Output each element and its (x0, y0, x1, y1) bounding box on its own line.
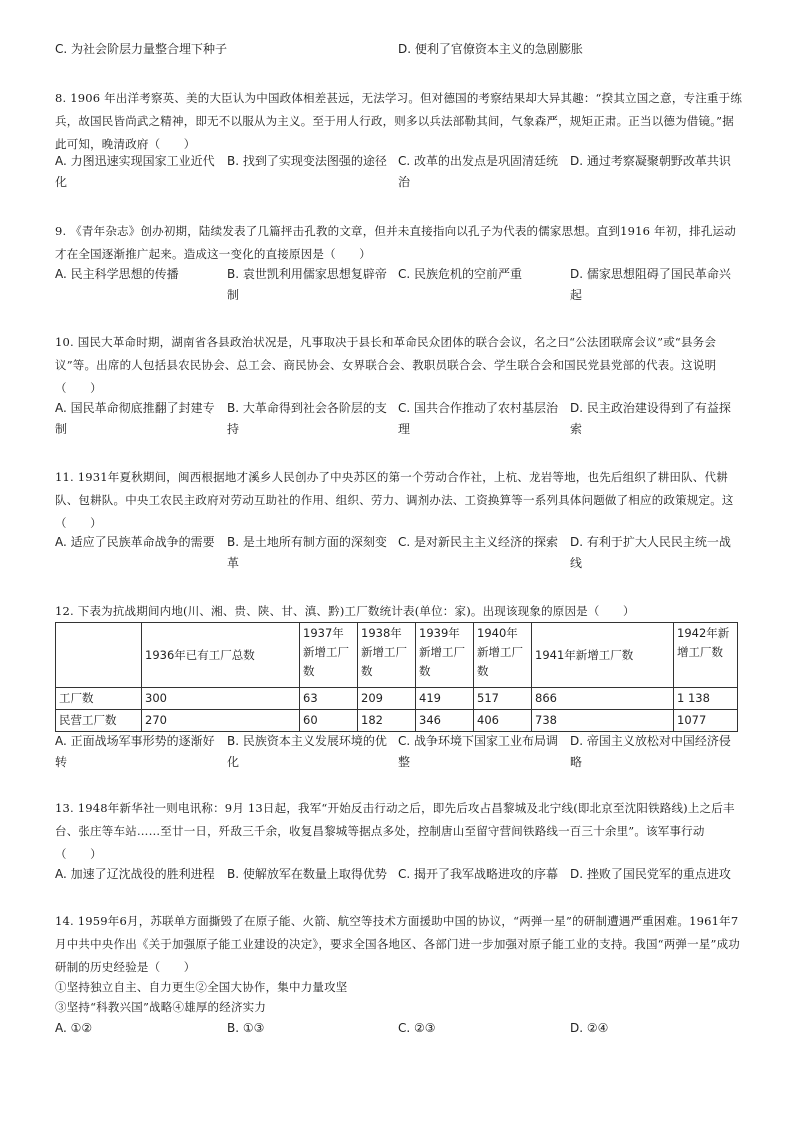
q14-stem: 14. 1959年6月，苏联单方面撕毁了在原子能、火箭、航空等技术方面援助中国的协议，“两弹一星”的研制遭遇严重困难。1961年7月中共中央作出《关于加强原子能工业建设的决定》，要求全国各地区、各部门进一步加强对原子能工业的支持。我国“两弹一星”成功研制的历史经验是（ ） (55, 914, 741, 974)
table-cell: 270 (142, 710, 300, 732)
q10-option-a[interactable]: A. 国民革命彻底推翻了封建专制 (55, 401, 215, 436)
q12-option-b[interactable]: B. 民族资本主义发展环境的优化 (227, 734, 387, 769)
q14-option-a[interactable]: A. ①② (55, 1021, 93, 1035)
table-cell: 1077 (674, 710, 738, 732)
q12-option-d[interactable]: D. 帝国主义放松对中国经济侵略 (570, 734, 731, 769)
table-cell: 738 (532, 710, 674, 732)
q14-option-d[interactable]: D. ②④ (570, 1021, 609, 1035)
factory-stats-table (55, 622, 738, 732)
q9-option-b[interactable]: B. 袁世凯利用儒家思想复辟帝制 (227, 267, 387, 302)
table-cell: 工厂数 (56, 688, 142, 710)
q11-option-a[interactable]: A. 适应了民族革命战争的需要 (55, 535, 215, 549)
table-cell: 民营工厂数 (56, 710, 142, 732)
q12-option-c[interactable]: C. 战争环境下国家工业布局调整 (398, 734, 559, 769)
table-cell: 60 (300, 710, 358, 732)
q8-option-c[interactable]: C. 改革的出发点是巩固清廷统治 (398, 154, 559, 189)
table-cell: 406 (474, 710, 532, 732)
q13-option-c[interactable]: C. 揭开了我军战略进攻的序幕 (398, 867, 559, 881)
table-cell: 182 (358, 710, 416, 732)
q14-option-b[interactable]: B. ①③ (227, 1021, 265, 1035)
table-cell: 346 (416, 710, 474, 732)
q12-option-a[interactable]: A. 正面战场军事形势的逐渐好转 (55, 734, 215, 769)
q13-stem: 13. 1948年新华社一则电讯称：9月 13日起，我军“开始反击行动之后，即先后攻占昌黎城及北宁线(即北京至沈阳铁路线)上之后丰台、张庄等车站……至廿一日，歼敌三千余，收复昌黎城等据点多处，控制唐山至留守营间铁路线一百三十余里”。该军事行动（ ） (55, 801, 735, 861)
q10-stem: 10. 国民大革命时期，湖南省各县政治状况是，凡事取决于县长和革命民众团体的联合会议，名之曰“公法团联席会议”或“县务会议”等。出席的人包括县农民协会、总工会、商民协会、女界联合会、教职员联合会、学生联合会和国民党县党部的代表。这说明（ ） (55, 335, 717, 395)
q9-option-c[interactable]: C. 民族危机的空前严重 (398, 267, 523, 281)
q11-option-c[interactable]: C. 是对新民主主义经济的探索 (398, 535, 559, 549)
table-header-cell: 1939年新增工厂数 (416, 623, 474, 688)
q10-option-b[interactable]: B. 大革命得到社会各阶层的支持 (227, 401, 387, 436)
q13-option-b[interactable]: B. 使解放军在数量上取得优势 (227, 867, 387, 881)
q10-option-c[interactable]: C. 国共合作推动了农村基层治理 (398, 401, 559, 436)
table-cell: 300 (142, 688, 300, 710)
q14-option-c[interactable]: C. ②③ (398, 1021, 436, 1035)
table-cell: 63 (300, 688, 358, 710)
table-header-cell: 1941年新增工厂数 (532, 623, 674, 688)
table-cell: 1 138 (674, 688, 738, 710)
table-cell: 209 (358, 688, 416, 710)
q8-option-a-text: A. 力图迅速实现国家工业近代化 (55, 154, 215, 189)
table-row (56, 688, 738, 710)
q7-option-d[interactable]: D. 便利了官僚资本主义的急剧膨胀 (398, 42, 583, 56)
q14-statement-line-2: ③坚持“科教兴国”战略④雄厚的经济实力 (55, 1000, 267, 1014)
q9-option-a[interactable]: A. 民主科学思想的传播 (55, 267, 179, 281)
q9-option-d[interactable]: D. 儒家思想阻碍了国民革命兴起 (570, 267, 731, 302)
q8-option-a[interactable] (55, 151, 220, 193)
table-cell: 517 (474, 688, 532, 710)
q8-option-d[interactable]: D. 通过考察凝聚朝野改革共识 (570, 154, 731, 168)
table-header-cell: 1936年已有工厂总数 (142, 623, 300, 688)
q14-statement-line-1: ①坚持独立自主、自力更生②全国大协作，集中力量攻坚 (55, 980, 348, 994)
q8-option-b[interactable]: B. 找到了实现变法图强的途径 (227, 154, 387, 168)
q12-stem: 12. 下表为抗战期间内地(川、湘、贵、陕、甘、滇、黔)工厂数统计表(单位：家)。出现该现象的原因是（ ） (55, 604, 635, 618)
q11-option-b[interactable]: B. 是土地所有制方面的深刻变革 (227, 535, 387, 570)
q11-stem: 11. 1931年夏秋期间，闽西根据地才溪乡人民创办了中央苏区的第一个劳动合作社，上杭、龙岩等地，也先后组织了耕田队、代耕队、包耕队。中央工农民主政府对劳动互助社的作用、组织、劳力、调剂办法、工资换算等一系列具体问题做了相应的政策规定。这（ ） (55, 470, 734, 530)
q8-stem: 8. 1906 年出洋考察英、美的大臣认为中国政体相差甚远，无法学习。但对德国的考察结果却大异其趣：“揆其立国之意，专注重于练兵，故国民皆尚武之精神，即无不以服从为主义。至于用人行政，则多以兵法部勒其间，气象森严，规矩正肃。正当以德为借镜。”据此可知，晚清政府（ ） (55, 91, 743, 151)
q11-option-d[interactable]: D. 有利于扩大人民民主统一战线 (570, 535, 731, 570)
q7-option-c[interactable]: C. 为社会阶层力量整合埋下种子 (55, 42, 228, 56)
q10-option-d[interactable]: D. 民主政治建设得到了有益探索 (570, 401, 731, 436)
table-header-cell: 1940年新增工厂数 (474, 623, 532, 688)
table-cell: 866 (532, 688, 674, 710)
table-row (56, 710, 738, 732)
table-header-cell: 1937年新增工厂数 (300, 623, 358, 688)
table-header-cell: 1942年新增工厂数 (674, 623, 738, 688)
table-header-cell (56, 623, 142, 688)
table-header-cell: 1938年新增工厂数 (358, 623, 416, 688)
q13-option-a[interactable]: A. 加速了辽沈战役的胜利进程 (55, 867, 215, 881)
q13-option-d[interactable]: D. 挫败了国民党军的重点进攻 (570, 867, 731, 881)
table-cell: 419 (416, 688, 474, 710)
table-header-row (56, 623, 738, 688)
q9-stem: 9. 《青年杂志》创办初期，陆续发表了几篇抨击孔教的文章，但并未直接指向以孔子为代表的儒家思想。直到1916 年初，排孔运动才在全国逐渐推广起来。造成这一变化的直接原因是（ ） (55, 224, 736, 261)
